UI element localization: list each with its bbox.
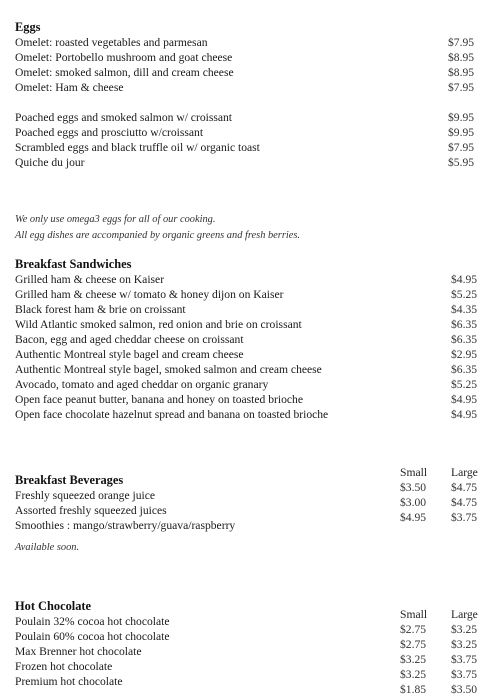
menu-item [15,362,485,377]
large-price: $3.75 [451,511,478,524]
menu-item [15,302,485,317]
menu-item-price: $7.95 [448,141,475,154]
menu-item [15,155,485,170]
menu-item-name: Premium hot chocolate [15,675,123,688]
beverages-small-header: Small [400,466,428,479]
menu-item [15,140,485,155]
menu-item [15,50,485,65]
menu-item-name: Freshly squeezed orange juice [15,489,156,502]
menu-item-price: $4.95 [451,273,478,286]
menu-item [15,317,485,332]
small-price: $2.75 [400,638,427,651]
hot-chocolate-section-title: Hot Chocolate [15,599,92,613]
small-price: $3.00 [400,496,427,509]
large-price: $3.25 [451,623,478,636]
menu-item-name: Black forest ham & brie on croissant [15,303,186,316]
large-price: $3.75 [451,668,478,681]
menu-item-name: Omelet: Portobello mushroom and goat cheese [15,51,233,64]
menu-item-price: $6.35 [451,363,478,376]
menu-item-name: Bacon, egg and aged cheddar cheese on croissant [15,333,244,346]
menu-item-price: $4.95 [451,393,478,406]
menu-item [15,110,485,125]
menu-item-price: $6.35 [451,318,478,331]
large-price: $4.75 [451,481,478,494]
menu-item-name: Poulain 60% cocoa hot chocolate [15,630,170,643]
menu-item [15,392,485,407]
menu-item-name: Smoothies : mango/strawberry/guava/raspberry [15,519,236,532]
eggs-section-title: Eggs [15,20,41,34]
greens-note: All egg dishes are accompanied by organic greens and fresh berries. [15,230,301,241]
beverages-section-title: Breakfast Beverages [15,473,124,487]
menu-item-name: Quiche du jour [15,156,85,169]
menu-item-price: $9.95 [448,111,475,124]
menu-item-name: Scrambled eggs and black truffle oil w/ organic toast [15,141,260,154]
available-soon-note: Available soon. [15,542,80,553]
menu-item [15,347,485,362]
omega-note: We only use omega3 eggs for all of our cooking. [15,214,216,225]
menu-item [15,65,485,80]
menu-item-name: Open face peanut butter, banana and honey on toasted brioche [15,393,303,406]
menu-item-price: $5.25 [451,378,478,391]
menu-item-name: Max Brenner hot chocolate [15,645,142,658]
menu-item-price: $7.95 [448,36,475,49]
menu-item-price: $7.95 [448,81,475,94]
menu-item [15,80,485,95]
menu-item-price: $8.95 [448,51,475,64]
menu-item-name: Open face chocolate hazelnut spread and banana on toasted brioche [15,408,329,421]
menu-item-price: $2.95 [451,348,478,361]
menu-item-name: Grilled ham & cheese on Kaiser [15,273,165,286]
menu-item-name: Authentic Montreal style bagel and cream cheese [15,348,244,361]
beverages-large-header: Large [451,466,478,479]
menu-item-name: Omelet: roasted vegetables and parmesan [15,36,208,49]
menu-item-price: $6.35 [451,333,478,346]
menu-item-price: $8.95 [448,66,475,79]
small-price: $1.85 [400,683,427,696]
menu-item-price: $4.35 [451,303,478,316]
large-price: $4.75 [451,496,478,509]
menu-item [15,407,485,422]
menu-item [15,287,485,302]
sandwiches-list [15,272,485,422]
menu-item-name: Poulain 32% cocoa hot chocolate [15,615,170,628]
large-price: $3.25 [451,638,478,651]
hot-chocolate-large-header: Large [451,608,478,621]
eggs-list-omelets [15,35,485,95]
menu-item [15,272,485,287]
hot-chocolate-small-header: Small [400,608,428,621]
menu-item-name: Wild Atlantic smoked salmon, red onion and brie on croissant [15,318,302,331]
small-price: $3.25 [400,653,427,666]
menu-item [15,377,485,392]
menu-item-name: Avocado, tomato and aged cheddar on organic granary [15,378,269,391]
menu-item-name: Frozen hot chocolate [15,660,113,673]
eggs-list-poached [15,110,485,170]
large-price: $3.50 [451,683,478,696]
menu-item-name: Omelet: smoked salmon, dill and cream cheese [15,66,234,79]
menu-item-name: Omelet: Ham & cheese [15,81,124,94]
menu-item-name: Poached eggs and smoked salmon w/ croissant [15,111,233,124]
small-price: $3.25 [400,668,427,681]
menu-item-price: $4.95 [451,408,478,421]
large-price: $3.75 [451,653,478,666]
small-price: $4.95 [400,511,427,524]
menu-item-price: $5.25 [451,288,478,301]
menu-item-name: Grilled ham & cheese w/ tomato & honey dijon on Kaiser [15,288,284,301]
menu-item-price: $5.95 [448,156,475,169]
menu-item [15,125,485,140]
menu-item-name: Assorted freshly squeezed juices [15,504,167,517]
menu-item [15,35,485,50]
small-price: $3.50 [400,481,427,494]
menu-item-name: Authentic Montreal style bagel, smoked salmon and cream cheese [15,363,322,376]
small-price: $2.75 [400,623,427,636]
menu-item [15,332,485,347]
menu-item-price: $9.95 [448,126,475,139]
menu-item-name: Poached eggs and prosciutto w/croissant [15,126,204,139]
sandwiches-section-title: Breakfast Sandwiches [15,257,132,271]
